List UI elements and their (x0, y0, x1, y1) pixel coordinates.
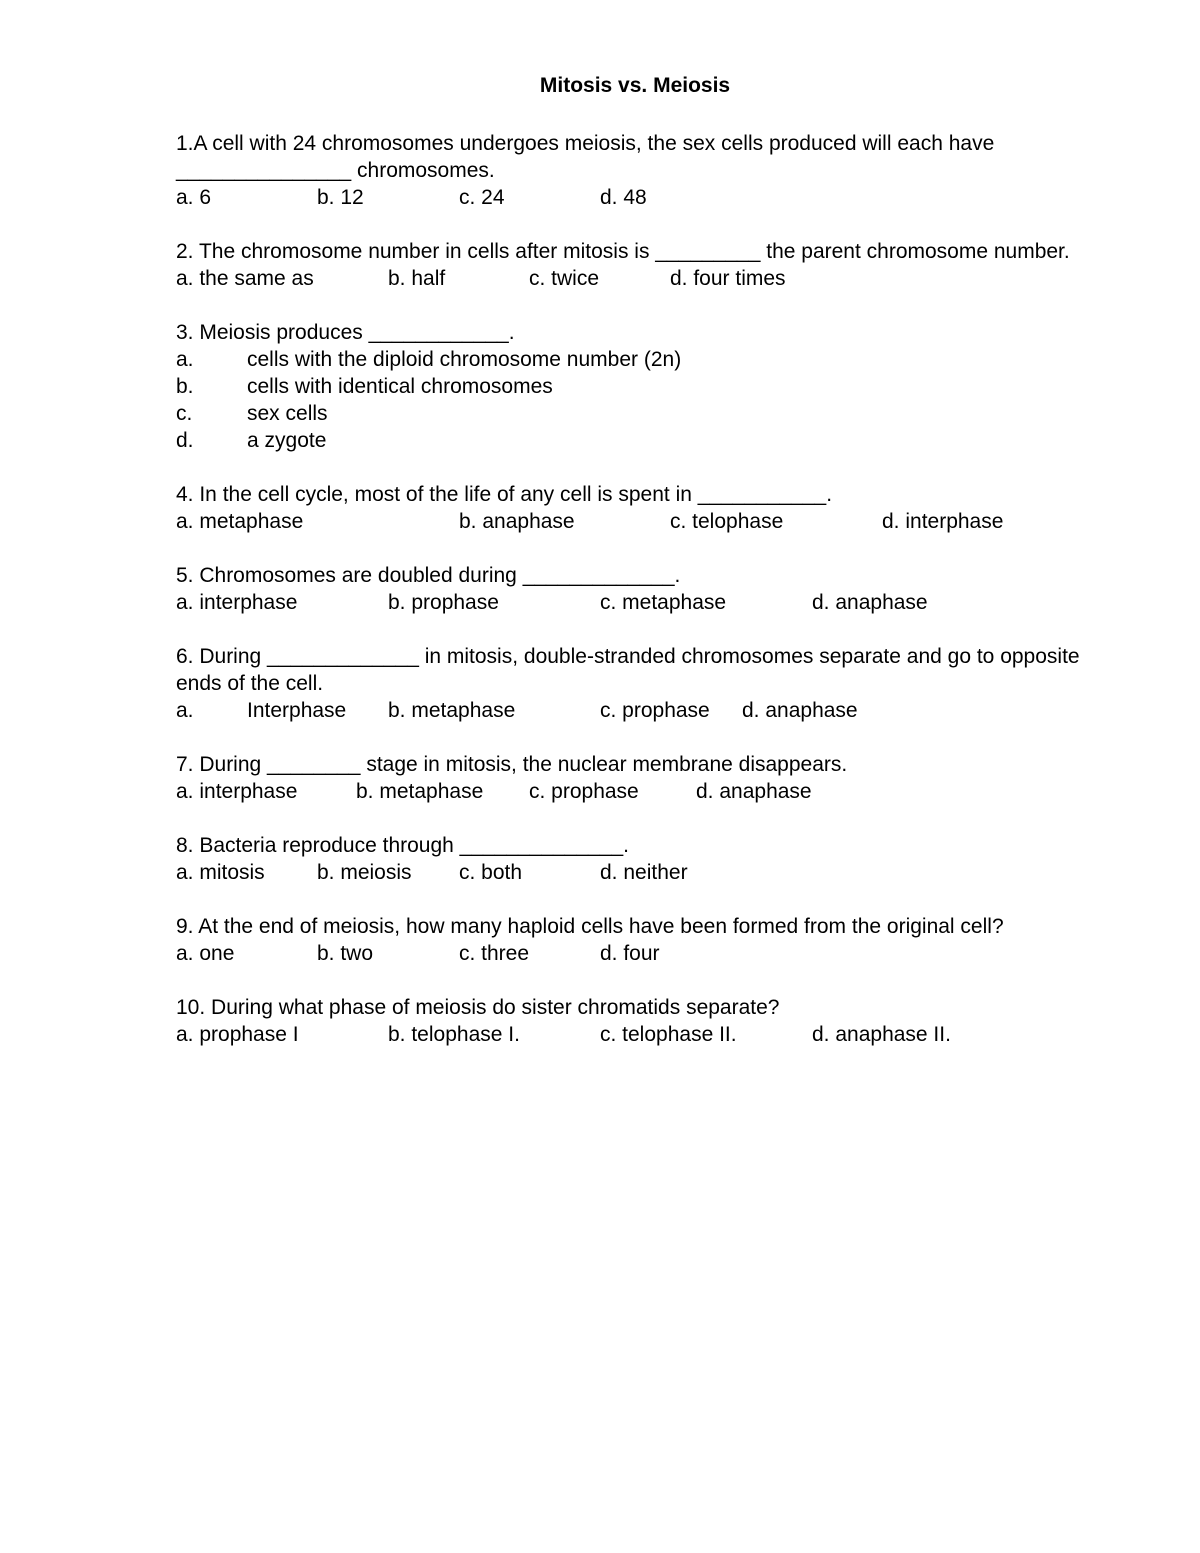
option-d: d. interphase (882, 510, 1004, 533)
option-b: b. meiosis (317, 861, 412, 884)
option-d: d. neither (600, 861, 688, 884)
option-a: a. metaphase (176, 510, 304, 533)
answer-options (176, 697, 1136, 724)
option-a: Interphase (247, 699, 347, 722)
option-a: a. prophase I (176, 1023, 299, 1046)
option-a: a. mitosis (176, 861, 265, 884)
question-10 (176, 994, 1136, 1048)
option-c: c. telophase II. (600, 1023, 737, 1046)
question-text: 8. Bacteria reproduce through ______________. (176, 834, 630, 857)
option-c: c. metaphase (600, 591, 727, 614)
answer-options (176, 778, 1136, 805)
option-c: c. telophase (670, 510, 784, 533)
option-letter: d. (176, 429, 194, 452)
option-letter: a. (176, 348, 194, 371)
option-b: b. metaphase (388, 699, 516, 722)
option-c (176, 400, 1136, 427)
question-text: 4. In the cell cycle, most of the life of any cell is spent in ___________. (176, 483, 833, 506)
option-b: b. telophase I. (388, 1023, 520, 1046)
option-letter: c. (176, 402, 193, 425)
option-c: c. three (459, 942, 530, 965)
question-text: 10. During what phase of meiosis do sister chromatids separate? (176, 996, 780, 1019)
option-a: a. one (176, 942, 235, 965)
option-b: b. metaphase (356, 780, 484, 803)
option-d: d. anaphase (696, 780, 812, 803)
option-a: a. interphase (176, 780, 298, 803)
question-1 (176, 130, 1136, 211)
option-a: a. interphase (176, 591, 298, 614)
question-3 (176, 319, 1136, 454)
option-b: b. anaphase (459, 510, 575, 533)
question-2 (176, 238, 1136, 292)
option-text: a zygote (247, 429, 327, 452)
question-text: 6. During _____________ in mitosis, double-stranded chromosomes separate and go to opposite ends of the cell. (176, 645, 1086, 695)
option-d: d. four (600, 942, 660, 965)
question-6 (176, 643, 1136, 724)
page-title: Mitosis vs. Meiosis (539, 74, 731, 97)
option-c: c. 24 (459, 186, 505, 209)
answer-options (176, 508, 1136, 535)
question-text: 1.A cell with 24 chromosomes undergoes meiosis, the sex cells produced will each have _______________ chromosomes. (176, 132, 1001, 182)
question-list (176, 130, 1136, 1075)
answer-options (176, 265, 1136, 292)
option-b: b. 12 (317, 186, 364, 209)
option-d (176, 427, 1136, 454)
question-text: 9. At the end of meiosis, how many haploid cells have been formed from the original cell? (176, 915, 1004, 938)
question-4 (176, 481, 1136, 535)
option-a: a. 6 (176, 186, 212, 209)
option-d: d. four times (670, 267, 786, 290)
answer-options (176, 1021, 1136, 1048)
answer-options (176, 589, 1136, 616)
option-a (176, 346, 1136, 373)
option-c: c. twice (529, 267, 600, 290)
answer-options (176, 184, 1136, 211)
option-text: cells with the diploid chromosome number (2n) (247, 348, 682, 371)
option-b: b. prophase (388, 591, 499, 614)
question-text: 5. Chromosomes are doubled during _____________. (176, 564, 681, 587)
question-8 (176, 832, 1136, 886)
question-text: 2. The chromosome number in cells after mitosis is _________ the parent chromosome number. (176, 240, 1070, 263)
option-a: a. the same as (176, 267, 314, 290)
option-d: d. anaphase (742, 699, 858, 722)
option-b: b. two (317, 942, 374, 965)
option-letter: b. (176, 375, 194, 398)
question-9 (176, 913, 1136, 967)
option-text: sex cells (247, 402, 328, 425)
question-5 (176, 562, 1136, 616)
answer-options (176, 940, 1136, 967)
answer-options (176, 346, 1136, 454)
answer-options (176, 859, 1136, 886)
option-d: d. anaphase II. (812, 1023, 951, 1046)
option-a-letter: a. (176, 699, 194, 722)
option-b: b. half (388, 267, 446, 290)
option-c: c. prophase (529, 780, 639, 803)
option-b (176, 373, 1136, 400)
option-c: c. prophase (600, 699, 710, 722)
option-d: d. 48 (600, 186, 647, 209)
option-text: cells with identical chromosomes (247, 375, 553, 398)
question-7 (176, 751, 1136, 805)
option-d: d. anaphase (812, 591, 928, 614)
question-text: 3. Meiosis produces ____________. (176, 321, 515, 344)
question-text: 7. During ________ stage in mitosis, the nuclear membrane disappears. (176, 753, 848, 776)
option-c: c. both (459, 861, 523, 884)
